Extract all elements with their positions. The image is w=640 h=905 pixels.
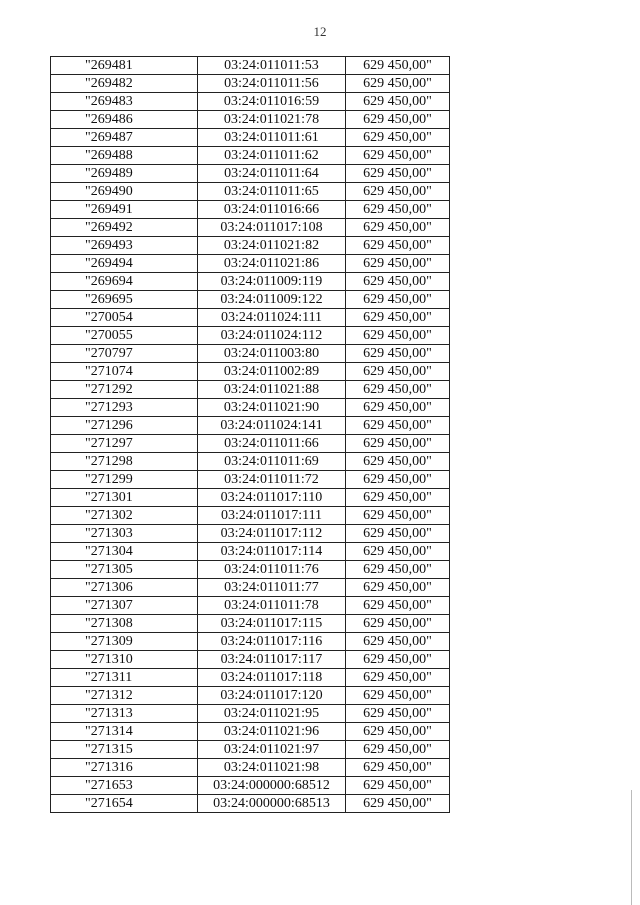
table-row	[51, 327, 450, 345]
price-cell: 629 450,00"	[346, 75, 450, 93]
price-cell: 629 450,00"	[346, 579, 450, 597]
price-cell: 629 450,00"	[346, 507, 450, 525]
row-number-cell: "271293	[51, 399, 198, 417]
row-number-cell: "271313	[51, 705, 198, 723]
cadastral-number-cell: 03:24:011024:141	[198, 417, 346, 435]
table-row	[51, 57, 450, 75]
row-number-cell: "269481	[51, 57, 198, 75]
table-row	[51, 651, 450, 669]
price-cell: 629 450,00"	[346, 759, 450, 777]
table-row	[51, 93, 450, 111]
row-number-cell: "271292	[51, 381, 198, 399]
table-row	[51, 111, 450, 129]
price-cell: 629 450,00"	[346, 57, 450, 75]
price-cell: 629 450,00"	[346, 633, 450, 651]
price-cell: 629 450,00"	[346, 93, 450, 111]
row-number-cell: "269695	[51, 291, 198, 309]
row-number-cell: "271312	[51, 687, 198, 705]
price-cell: 629 450,00"	[346, 363, 450, 381]
row-number-cell: "271306	[51, 579, 198, 597]
table-row	[51, 723, 450, 741]
row-number-cell: "269492	[51, 219, 198, 237]
row-number-cell: "271654	[51, 795, 198, 813]
row-number-cell: "271298	[51, 453, 198, 471]
cadastral-number-cell: 03:24:011021:86	[198, 255, 346, 273]
row-number-cell: "271307	[51, 597, 198, 615]
price-cell: 629 450,00"	[346, 273, 450, 291]
cadastral-number-cell: 03:24:011009:122	[198, 291, 346, 309]
table-row	[51, 255, 450, 273]
cadastral-number-cell: 03:24:011017:112	[198, 525, 346, 543]
table-row	[51, 309, 450, 327]
table-row	[51, 561, 450, 579]
property-table	[50, 56, 450, 813]
table-row	[51, 201, 450, 219]
cadastral-number-cell: 03:24:011017:115	[198, 615, 346, 633]
price-cell: 629 450,00"	[346, 399, 450, 417]
cadastral-number-cell: 03:24:000000:68513	[198, 795, 346, 813]
table-row	[51, 759, 450, 777]
cadastral-number-cell: 03:24:011021:90	[198, 399, 346, 417]
price-cell: 629 450,00"	[346, 525, 450, 543]
table-row	[51, 741, 450, 759]
price-cell: 629 450,00"	[346, 471, 450, 489]
row-number-cell: "271308	[51, 615, 198, 633]
row-number-cell: "270055	[51, 327, 198, 345]
price-cell: 629 450,00"	[346, 543, 450, 561]
table-row	[51, 525, 450, 543]
row-number-cell: "271311	[51, 669, 198, 687]
row-number-cell: "271315	[51, 741, 198, 759]
table-row	[51, 291, 450, 309]
cadastral-number-cell: 03:24:011011:72	[198, 471, 346, 489]
price-cell: 629 450,00"	[346, 777, 450, 795]
cadastral-number-cell: 03:24:011011:56	[198, 75, 346, 93]
row-number-cell: "269483	[51, 93, 198, 111]
price-cell: 629 450,00"	[346, 417, 450, 435]
cadastral-number-cell: 03:24:011024:111	[198, 309, 346, 327]
row-number-cell: "269694	[51, 273, 198, 291]
table-row	[51, 705, 450, 723]
price-cell: 629 450,00"	[346, 309, 450, 327]
scan-edge-mark	[631, 790, 634, 905]
cadastral-number-cell: 03:24:011011:78	[198, 597, 346, 615]
row-number-cell: "271301	[51, 489, 198, 507]
cadastral-number-cell: 03:24:011011:76	[198, 561, 346, 579]
price-cell: 629 450,00"	[346, 705, 450, 723]
cadastral-number-cell: 03:24:011016:66	[198, 201, 346, 219]
table-row	[51, 129, 450, 147]
table-row	[51, 489, 450, 507]
cadastral-number-cell: 03:24:011016:59	[198, 93, 346, 111]
price-cell: 629 450,00"	[346, 201, 450, 219]
row-number-cell: "270797	[51, 345, 198, 363]
table-row	[51, 687, 450, 705]
cadastral-number-cell: 03:24:011011:65	[198, 183, 346, 201]
row-number-cell: "269486	[51, 111, 198, 129]
cadastral-number-cell: 03:24:011011:64	[198, 165, 346, 183]
price-cell: 629 450,00"	[346, 381, 450, 399]
cadastral-number-cell: 03:24:011017:120	[198, 687, 346, 705]
table-row	[51, 273, 450, 291]
table-row	[51, 615, 450, 633]
cadastral-number-cell: 03:24:011017:114	[198, 543, 346, 561]
row-number-cell: "269493	[51, 237, 198, 255]
row-number-cell: "269494	[51, 255, 198, 273]
row-number-cell: "269491	[51, 201, 198, 219]
row-number-cell: "271297	[51, 435, 198, 453]
price-cell: 629 450,00"	[346, 669, 450, 687]
row-number-cell: "271296	[51, 417, 198, 435]
price-cell: 629 450,00"	[346, 345, 450, 363]
cadastral-number-cell: 03:24:011021:96	[198, 723, 346, 741]
table-row	[51, 345, 450, 363]
price-cell: 629 450,00"	[346, 435, 450, 453]
cadastral-number-cell: 03:24:011017:117	[198, 651, 346, 669]
row-number-cell: "269489	[51, 165, 198, 183]
row-number-cell: "271314	[51, 723, 198, 741]
table-row	[51, 471, 450, 489]
table-row	[51, 417, 450, 435]
table-row	[51, 363, 450, 381]
table-row	[51, 435, 450, 453]
table-body	[51, 57, 450, 813]
cadastral-number-cell: 03:24:011021:97	[198, 741, 346, 759]
price-cell: 629 450,00"	[346, 615, 450, 633]
price-cell: 629 450,00"	[346, 111, 450, 129]
cadastral-number-cell: 03:24:011003:80	[198, 345, 346, 363]
table-row	[51, 147, 450, 165]
table-row	[51, 219, 450, 237]
cadastral-number-cell: 03:24:011017:111	[198, 507, 346, 525]
cadastral-number-cell: 03:24:011021:82	[198, 237, 346, 255]
price-cell: 629 450,00"	[346, 489, 450, 507]
cadastral-number-cell: 03:24:011017:116	[198, 633, 346, 651]
table-row	[51, 777, 450, 795]
price-cell: 629 450,00"	[346, 741, 450, 759]
price-cell: 629 450,00"	[346, 687, 450, 705]
price-cell: 629 450,00"	[346, 561, 450, 579]
cadastral-number-cell: 03:24:011017:118	[198, 669, 346, 687]
price-cell: 629 450,00"	[346, 597, 450, 615]
row-number-cell: "271310	[51, 651, 198, 669]
cadastral-number-cell: 03:24:011002:89	[198, 363, 346, 381]
row-number-cell: "271302	[51, 507, 198, 525]
table-row	[51, 579, 450, 597]
cadastral-number-cell: 03:24:011009:119	[198, 273, 346, 291]
cadastral-number-cell: 03:24:011017:108	[198, 219, 346, 237]
row-number-cell: "271303	[51, 525, 198, 543]
row-number-cell: "269487	[51, 129, 198, 147]
row-number-cell: "271305	[51, 561, 198, 579]
price-cell: 629 450,00"	[346, 219, 450, 237]
table-row	[51, 669, 450, 687]
row-number-cell: "271309	[51, 633, 198, 651]
cadastral-number-cell: 03:24:011011:66	[198, 435, 346, 453]
cadastral-number-cell: 03:24:011011:53	[198, 57, 346, 75]
cadastral-number-cell: 03:24:011011:69	[198, 453, 346, 471]
table-row	[51, 507, 450, 525]
cadastral-number-cell: 03:24:011024:112	[198, 327, 346, 345]
table-row	[51, 633, 450, 651]
cadastral-number-cell: 03:24:011021:98	[198, 759, 346, 777]
row-number-cell: "271653	[51, 777, 198, 795]
cadastral-number-cell: 03:24:011021:78	[198, 111, 346, 129]
row-number-cell: "270054	[51, 309, 198, 327]
cadastral-number-cell: 03:24:000000:68512	[198, 777, 346, 795]
page-number: 12	[313, 24, 327, 39]
row-number-cell: "269488	[51, 147, 198, 165]
table-row	[51, 597, 450, 615]
cadastral-number-cell: 03:24:011011:77	[198, 579, 346, 597]
price-cell: 629 450,00"	[346, 129, 450, 147]
row-number-cell: "271074	[51, 363, 198, 381]
row-number-cell: "271316	[51, 759, 198, 777]
price-cell: 629 450,00"	[346, 255, 450, 273]
table-row	[51, 381, 450, 399]
cadastral-number-cell: 03:24:011021:95	[198, 705, 346, 723]
table-row	[51, 165, 450, 183]
table-row	[51, 75, 450, 93]
row-number-cell: "271299	[51, 471, 198, 489]
price-cell: 629 450,00"	[346, 237, 450, 255]
price-cell: 629 450,00"	[346, 453, 450, 471]
table-row	[51, 795, 450, 813]
price-cell: 629 450,00"	[346, 723, 450, 741]
price-cell: 629 450,00"	[346, 291, 450, 309]
cadastral-number-cell: 03:24:011017:110	[198, 489, 346, 507]
price-cell: 629 450,00"	[346, 327, 450, 345]
cadastral-number-cell: 03:24:011021:88	[198, 381, 346, 399]
table-row	[51, 543, 450, 561]
table-row	[51, 237, 450, 255]
table-row	[51, 399, 450, 417]
row-number-cell: "271304	[51, 543, 198, 561]
price-cell: 629 450,00"	[346, 795, 450, 813]
row-number-cell: "269490	[51, 183, 198, 201]
price-cell: 629 450,00"	[346, 165, 450, 183]
table-row	[51, 453, 450, 471]
price-cell: 629 450,00"	[346, 147, 450, 165]
cadastral-number-cell: 03:24:011011:61	[198, 129, 346, 147]
price-cell: 629 450,00"	[346, 183, 450, 201]
price-cell: 629 450,00"	[346, 651, 450, 669]
cadastral-number-cell: 03:24:011011:62	[198, 147, 346, 165]
table-row	[51, 183, 450, 201]
row-number-cell: "269482	[51, 75, 198, 93]
